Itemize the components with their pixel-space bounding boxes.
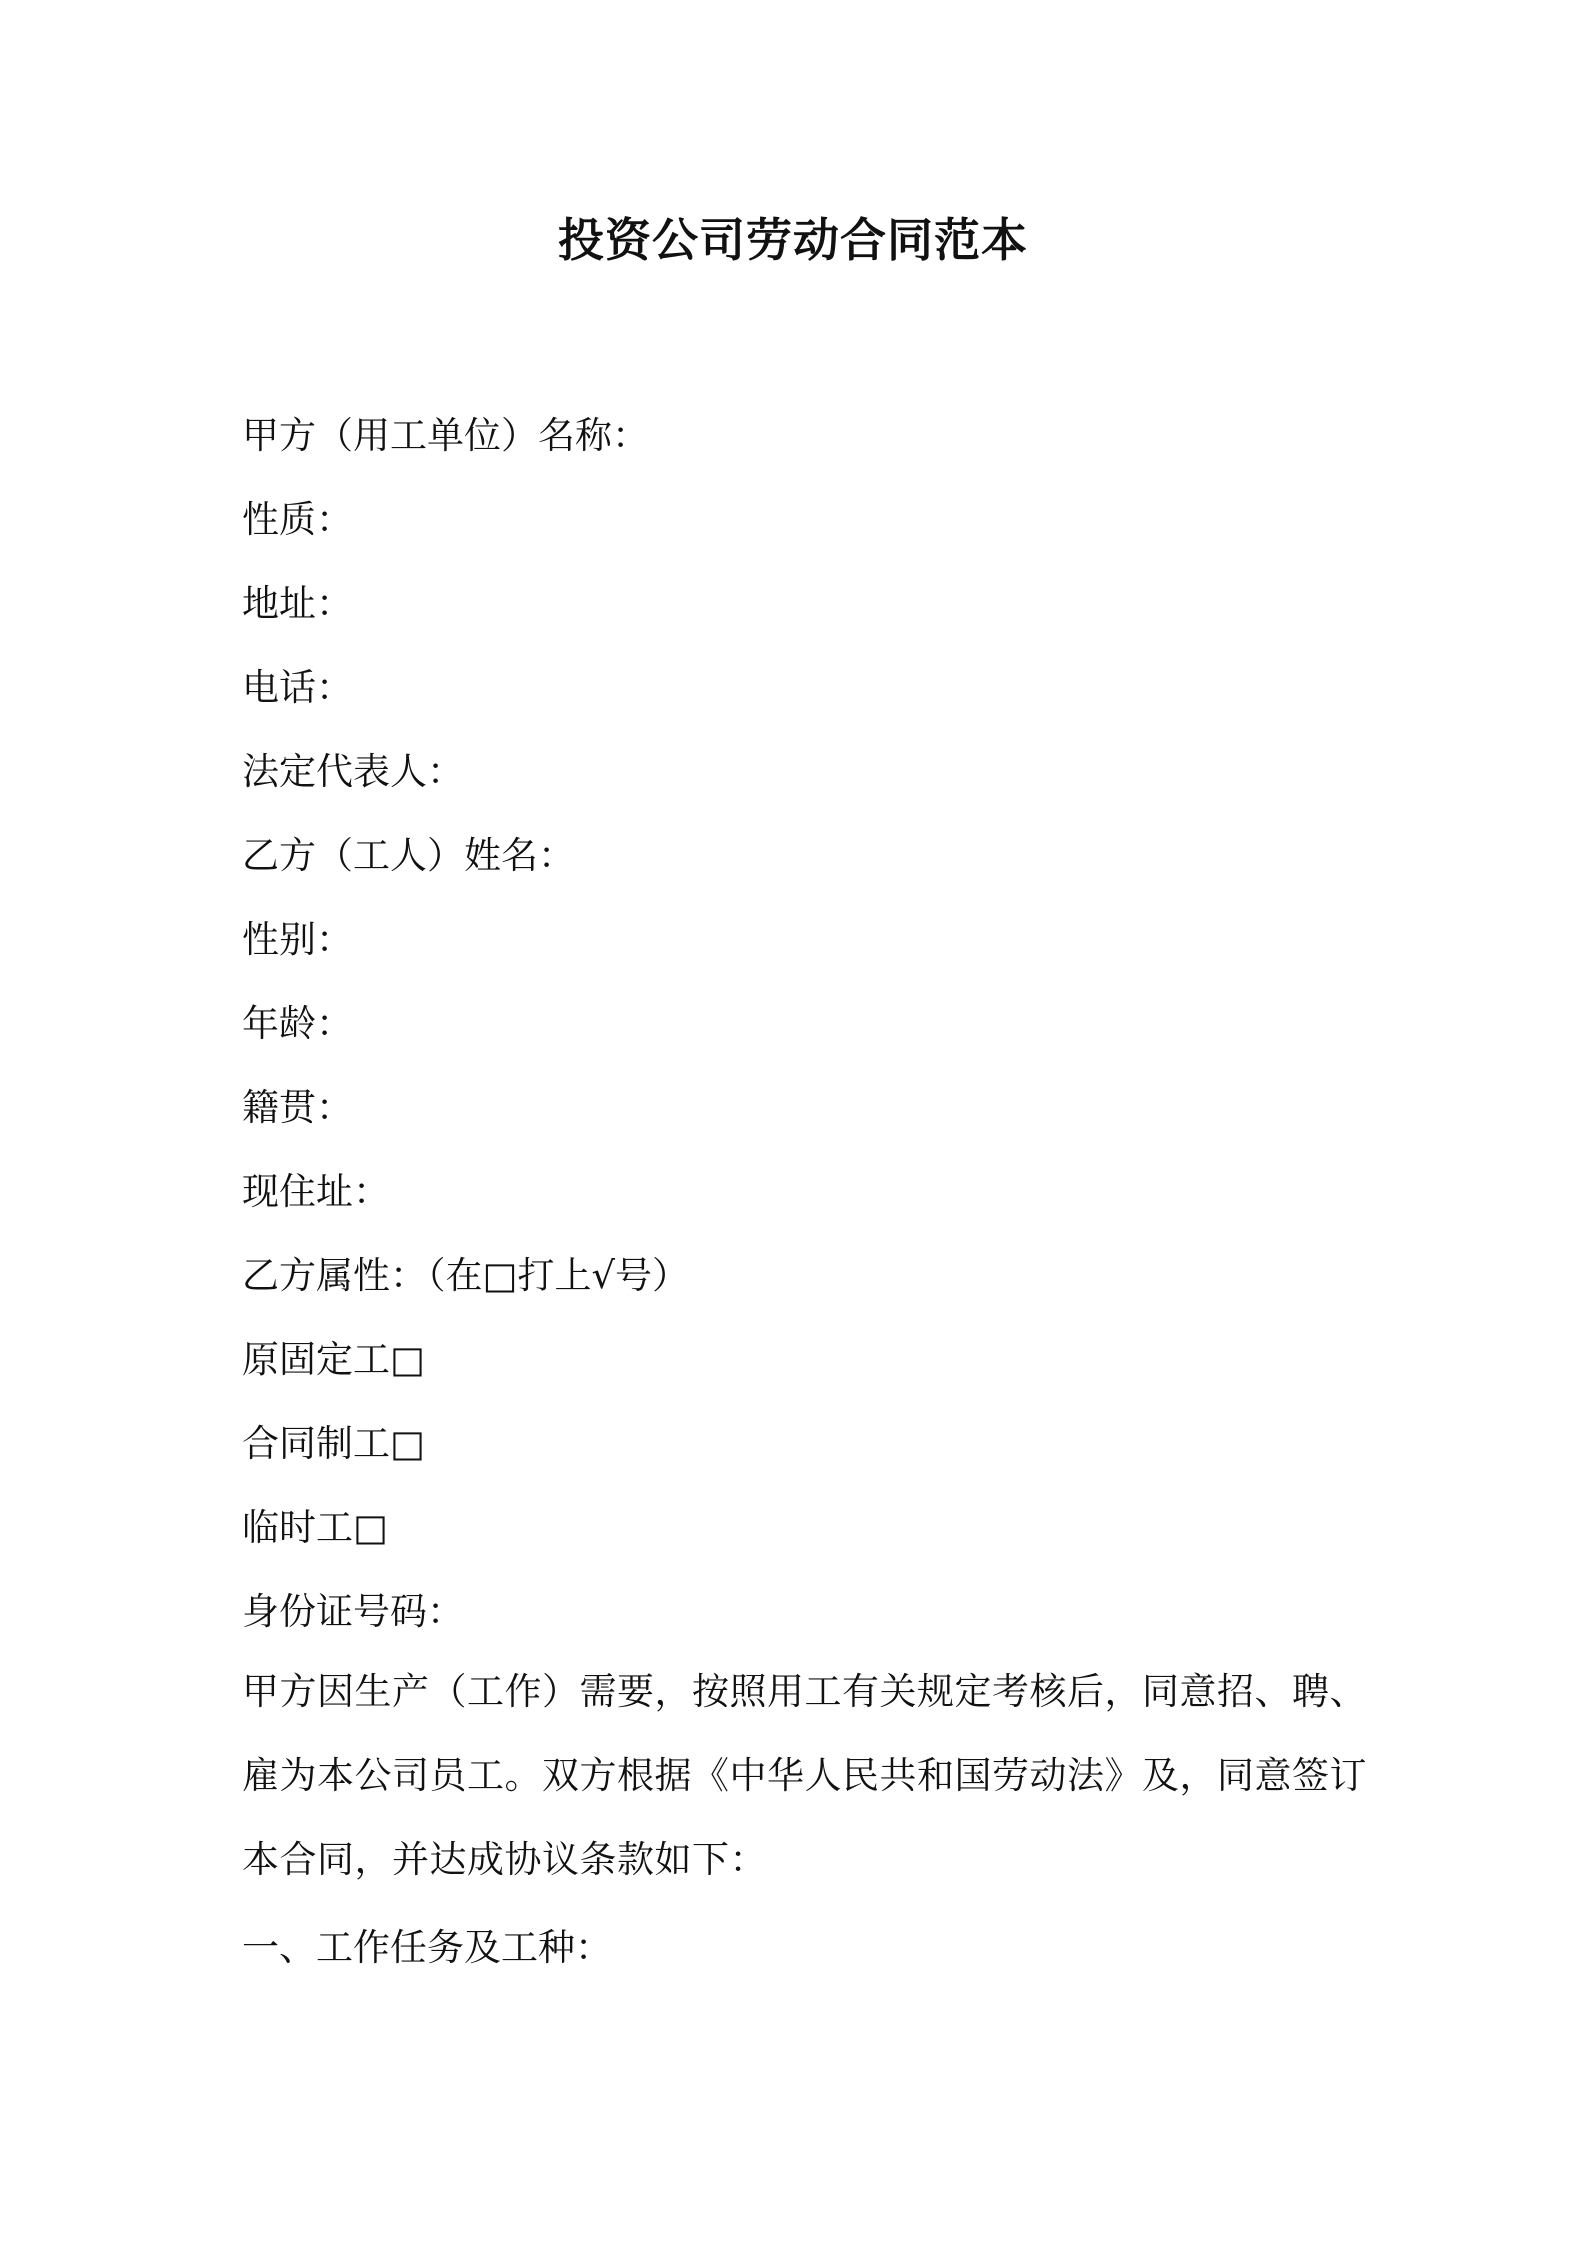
paragraph-line: 雇为本公司员工。双方根据《中华人民共和国劳动法》及，同意签订	[242, 1754, 1367, 1797]
field-native-place: 籍贯：	[242, 1086, 353, 1129]
field-current-address: 现住址：	[242, 1170, 390, 1213]
field-gender: 性别：	[242, 918, 353, 961]
paragraph-line: 本合同，并达成协议条款如下：	[242, 1838, 767, 1881]
field-party-a-name: 甲方（用工单位）名称：	[242, 414, 649, 457]
field-legal-representative: 法定代表人：	[242, 750, 464, 793]
option-temporary-worker: 临时工□	[242, 1506, 388, 1549]
field-phone: 电话：	[242, 666, 353, 709]
document-title: 投资公司劳动合同范本	[558, 213, 1028, 267]
field-age: 年龄：	[242, 1002, 353, 1045]
agreement-paragraph	[242, 1650, 1372, 1902]
option-permanent-worker: 原固定工□	[242, 1338, 425, 1381]
field-nature: 性质：	[242, 498, 353, 541]
option-contract-worker: 合同制工□	[242, 1422, 425, 1465]
field-id-number: 身份证号码：	[242, 1590, 464, 1633]
field-address: 地址：	[242, 582, 353, 625]
paragraph-line: 甲方因生产（工作）需要，按照用工有关规定考核后，同意招、聘、	[242, 1670, 1367, 1713]
field-party-b-attribute: 乙方属性：（在□打上√号）	[242, 1254, 690, 1297]
section-heading: 一、工作任务及工种：	[242, 1926, 612, 1969]
field-party-b-name: 乙方（工人）姓名：	[242, 834, 575, 877]
